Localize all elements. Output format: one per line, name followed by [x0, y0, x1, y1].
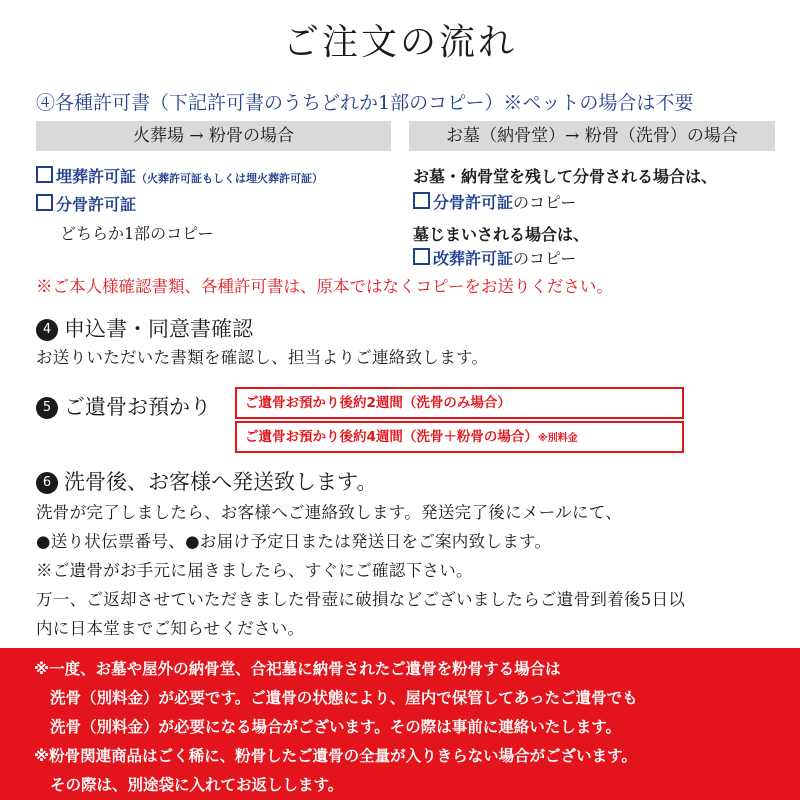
- checkbox-icon: [36, 166, 53, 183]
- step-number-badge: 4: [36, 319, 58, 341]
- step-5-heading: [36, 391, 211, 421]
- step-5-title: ご遺骨お預かり: [64, 395, 211, 419]
- right-line-1: お墓・納骨堂を残して分骨される場合は、: [413, 167, 718, 186]
- right-item-1-suffix: のコピー: [513, 193, 577, 212]
- checkbox-icon: [36, 194, 53, 211]
- footer-line-1: ※一度、お墓や屋外の納骨堂、合祀墓に納骨されたご遺骨を粉骨する場合は: [34, 660, 561, 678]
- partial-permit-label: 分骨許可証: [56, 195, 137, 214]
- right-item-1-label: 分骨許可証: [433, 193, 514, 212]
- step-number-badge: 6: [36, 472, 58, 494]
- burial-permit-label: 埋葬許可証: [56, 167, 137, 186]
- extra-fee-note: ※別料金: [537, 433, 578, 444]
- checkbox-icon: [413, 248, 430, 265]
- duration-option-2-text: ご遺骨お預かり後約4週間（洗骨＋粉骨の場合）: [245, 429, 538, 445]
- footer-line-4: ※粉骨関連商品はごく稀に、粉骨したご遺骨の全量が入りきらない場合がございます。: [34, 747, 637, 765]
- step-number-badge: 5: [36, 397, 58, 419]
- checkbox-icon: [413, 192, 430, 209]
- step-6-line-1: 洗骨が完了しましたら、お客様へご連絡致します。発送完了後にメールにて、: [36, 503, 623, 522]
- right-item-2-suffix: のコピー: [513, 249, 577, 268]
- burial-permit-note: （火葬許可証もしくは埋火葬許可証）: [136, 172, 324, 185]
- right-item-2-label: 改葬許可証: [433, 249, 514, 268]
- right-line-2: 墓じまいされる場合は、: [413, 225, 590, 244]
- copy-notice: ※ご本人様確認書類、各種許可書は、原本ではなくコピーをお送りください。: [36, 277, 613, 296]
- partial-permit-item: [36, 192, 136, 215]
- right-item-2: [413, 246, 576, 269]
- burial-permit-item: [36, 164, 323, 187]
- step-6-line-2: ●送り状伝票番号、●お届け予定日または発送日をご案内致します。: [36, 532, 552, 551]
- right-column-header: お墓（納骨堂）→ 粉骨（洗骨）の場合: [409, 121, 775, 151]
- footer-notice-band: [0, 648, 800, 800]
- duration-option-1: ご遺骨お預かり後約2週間（洗骨のみ場合）: [235, 387, 684, 419]
- step-4-heading: [36, 313, 253, 343]
- duration-option-2: [235, 421, 684, 453]
- footer-line-2: 洗骨（別料金）が必要です。ご遺骨の状態により、屋内で保管してあったご遺骨でも: [50, 689, 638, 707]
- step-6-heading: [36, 466, 377, 496]
- step-6-line-4: 万一、ご返却させていただきました骨壺に破損などございましたらご遺骨到着後5日以: [36, 590, 686, 609]
- permits-heading: ④各種許可書（下記許可書のうちどれか1部のコピー）※ペットの場合は不要: [36, 92, 694, 114]
- step-4-title: 申込書・同意書確認: [64, 317, 253, 341]
- page-title: ご注文の流れ: [282, 22, 517, 63]
- left-column-footer: どちらか1部のコピー: [60, 224, 214, 243]
- step-6-line-3: ※ご遺骨がお手元に届きましたら、すぐにご確認下さい。: [36, 561, 473, 580]
- footer-line-5: その際は、別途袋に入れてお返しします。: [50, 776, 344, 794]
- right-item-1: [413, 190, 576, 213]
- step-6-line-5: 内に日本堂までご知らせください。: [36, 619, 305, 638]
- step-6-title: 洗骨後、お客様へ発送致します。: [64, 470, 378, 494]
- left-column-header: 火葬場 → 粉骨の場合: [36, 121, 391, 151]
- step-4-body: お送りいただいた書類を確認し、担当よりご連絡致します。: [36, 348, 489, 367]
- footer-line-3: 洗骨（別料金）が必要になる場合がございます。その際は事前に連絡いたします。: [50, 718, 622, 736]
